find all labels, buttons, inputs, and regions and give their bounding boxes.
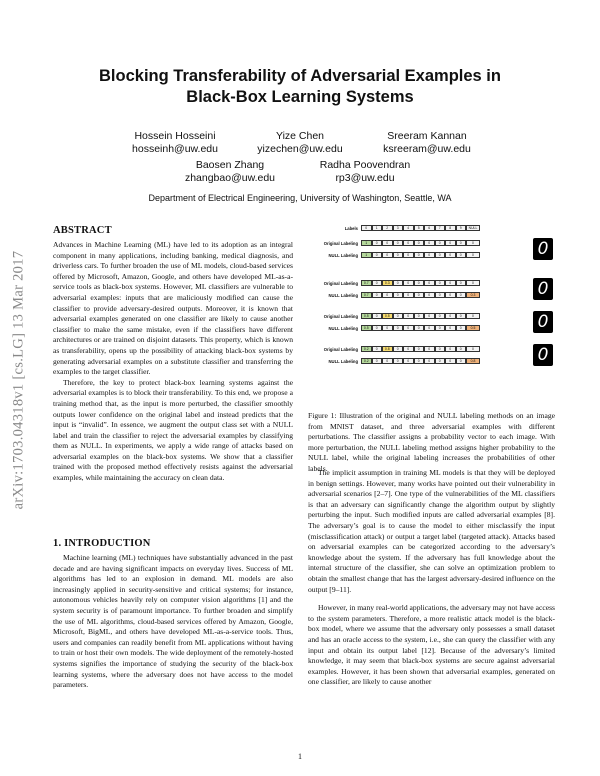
author-name: Radha Poovendran <box>319 159 411 171</box>
orig-cell: 0 <box>414 280 425 286</box>
figure-caption: Figure 1: Illustration of the original and NULL labeling methods on an image from MNIST dataset, and three adversarial examples with different perturbations. The classifier assigns a probability vector to each image. With more perturbation, the NULL labeling method assigns higher probability to the NULL label, while the original labeling increases the probabilities of other labels. <box>308 411 555 473</box>
body-paragraph: However, in many real-world applications, the adversary may not have access to the system parameters. Therefore, a more realistic attack model is the black-box model, where we assume that the adversary only possesses a small dataset and has an oracle access to the system, i.e., she can query the classifier with any input and obtain its output label [12]. Because of the adversary’s limited knowledge, it may seem that black-box systems are secure against adversarial examples. However, it has been shown that adversarial examples, generated on one classifier, are likely to cause another <box>308 603 555 687</box>
null-cell: 0.2 <box>361 358 372 364</box>
introduction-body <box>53 553 293 691</box>
orig-cell: 0 <box>445 240 456 246</box>
null-cell: 0.5 <box>361 325 372 331</box>
null-cell: 0 <box>445 292 456 298</box>
label-cell: 8 <box>445 225 456 231</box>
paper-title <box>60 66 540 108</box>
page-number: 1 <box>298 752 302 761</box>
author-name: Baosen Zhang <box>195 159 265 171</box>
null-cell: 0 <box>424 252 435 258</box>
body-paragraph: The implicit assumption in training ML models is that they will be deployed in benign settings. However, many works have pointed out their vulnerability in adversarial scenarios [2–7]. One type of the vulnerabilities of the ML classifiers is that an adversary can significantly change the algorithm output by slightly perturbing the input. Such modified inputs are called adversarial examples [8]. The adversary’s goal is to cause the model to either misclassify the input (misclassification attack) or output a target label (targeted attack). Attacks based on adversarial examples can be categorized according to the adversary’s knowledge about the system. If the adversary has full knowledge about the internal structure of the classifier, she can solve an optimization problem to obtain the smallest change that has the largest adversary-desired influence on the output [9–11]. <box>308 468 555 594</box>
orig-cell: 0 <box>403 313 414 319</box>
abstract-body <box>53 240 293 484</box>
introduction-heading: 1. INTRODUCTION <box>53 538 151 549</box>
label-cell: 5 <box>414 225 425 231</box>
null-cell: 0 <box>372 325 383 331</box>
orig-cell: 0 <box>456 280 467 286</box>
orig-cell: 0 <box>414 313 425 319</box>
null-cell: 0 <box>382 358 393 364</box>
title-line-2: Black-Box Learning Systems <box>186 88 414 106</box>
label-cell: NULL <box>466 225 480 231</box>
orig-cell: 0 <box>403 280 414 286</box>
mnist-digit-image <box>533 278 553 300</box>
abstract-paragraph: Therefore, the key to protect black-box learning systems against the adversarial examples is to block their transferability. To this end, we propose a training method that, as the input is more perturbed, the classifier smoothly outputs lower confidence on the original label and instead predicts that the input is “invalid”. In essence, we augment the output class set with a NULL label and train the classifier to reject the adversarial examples by classifying them as NULL. In experiments, we apply a wide range of attacks based on adversarial examples on the black-box systems. We show that a classifier trained with the proposed method effectively resists against the adversarial examples, while maintaining the accuracy on clean data. <box>53 377 293 483</box>
author-block <box>352 130 502 155</box>
null-cell: 0 <box>372 252 383 258</box>
null-cell: 0 <box>403 325 414 331</box>
null-cell: 0.8 <box>466 358 480 364</box>
null-cell: 0 <box>424 292 435 298</box>
orig-cell: 0 <box>414 240 425 246</box>
orig-cell: 0.5 <box>361 313 372 319</box>
orig-cell: 0 <box>435 313 446 319</box>
null-cell: 0 <box>403 252 414 258</box>
original-labeling-row <box>361 240 480 246</box>
null-cell: 0 <box>456 292 467 298</box>
null-cell: 0 <box>382 325 393 331</box>
orig-cell: 0 <box>403 240 414 246</box>
author-email: yizechen@uw.edu <box>257 142 343 155</box>
orig-cell: 0.5 <box>382 313 393 319</box>
orig-cell: 0 <box>414 346 425 352</box>
label-row <box>361 225 480 231</box>
orig-cell: 0.8 <box>382 346 393 352</box>
null-cell: 0 <box>382 252 393 258</box>
label-cell: 3 <box>393 225 404 231</box>
labels-header: Labels <box>344 226 358 231</box>
orig-cell: 0 <box>393 280 404 286</box>
orig-cell: 0 <box>456 313 467 319</box>
author-block <box>155 159 305 184</box>
figure-1 <box>308 222 558 402</box>
original-labeling-label: Original Labeling <box>323 281 358 286</box>
orig-cell: 0 <box>393 240 404 246</box>
title-line-1: Blocking Transferability of Adversarial Examples in <box>99 67 501 85</box>
original-labeling-label: Original Labeling <box>323 314 358 319</box>
author-email: ksreeram@uw.edu <box>383 142 471 155</box>
orig-cell: 0 <box>435 346 446 352</box>
null-cell: 0 <box>445 252 456 258</box>
orig-cell: 0 <box>424 313 435 319</box>
null-cell: 0 <box>435 252 446 258</box>
null-labeling-row <box>361 325 480 331</box>
null-cell: 0 <box>456 325 467 331</box>
null-cell: 0 <box>435 325 446 331</box>
orig-cell: 0 <box>435 240 446 246</box>
orig-cell: 0.7 <box>361 280 372 286</box>
null-cell: 0 <box>445 358 456 364</box>
null-cell: 0 <box>424 325 435 331</box>
original-labeling-label: Original Labeling <box>323 347 358 352</box>
orig-cell: 0 <box>445 346 456 352</box>
author-name: Sreeram Kannan <box>387 130 467 142</box>
author-block <box>290 159 440 184</box>
orig-cell: 0 <box>382 240 393 246</box>
original-labeling-row <box>361 313 480 319</box>
null-cell: 0 <box>456 358 467 364</box>
null-cell: 0 <box>393 358 404 364</box>
null-labeling-label: NULL Labeling <box>328 359 358 364</box>
orig-cell: 0 <box>372 280 383 286</box>
label-cell: 9 <box>456 225 467 231</box>
label-cell: 6 <box>424 225 435 231</box>
intro-paragraph: Machine learning (ML) techniques have substantially advanced in the past decade and are having significant impacts on everyday lives. Success of ML algorithms has led to an explosion in demand. ML models are also increasingly applied in security-sensitive and critical systems; for instance, autonomous vehicles heavily rely on computer vision algorithms [1] and the system security is of paramount importance. To further broaden and simplify the use of ML algorithms, cloud-based services offered by Amazon, Google, Microsoft, BigML, and others have developed ML-as-a-service tools. Thus, users and companies can readily benefit from ML applications without having to train or host their own models. The wide deployment of the remotely-hosted systems signifies the importance of studying the security of the black-box learning systems, where the adversary does not have access to the model parameters. <box>53 553 293 690</box>
null-labeling-row <box>361 358 480 364</box>
orig-cell: 0 <box>435 280 446 286</box>
right-column-body <box>308 468 555 688</box>
original-labeling-label: Original Labeling <box>323 241 358 246</box>
null-cell: 0 <box>435 358 446 364</box>
null-cell: 0.3 <box>466 292 480 298</box>
null-cell: 0 <box>414 292 425 298</box>
label-cell: 1 <box>372 225 383 231</box>
orig-cell: 0 <box>372 313 383 319</box>
null-labeling-label: NULL Labeling <box>328 253 358 258</box>
null-cell: 0 <box>466 252 480 258</box>
orig-cell: 0 <box>424 280 435 286</box>
null-cell: 0 <box>393 252 404 258</box>
orig-cell: 0 <box>424 346 435 352</box>
author-name: Hossein Hosseini <box>134 130 216 142</box>
mnist-digit-image <box>533 311 553 333</box>
orig-cell: 0 <box>445 280 456 286</box>
null-cell: 0 <box>372 358 383 364</box>
label-cell: 0 <box>361 225 372 231</box>
null-cell: 0 <box>403 292 414 298</box>
label-cell: 2 <box>382 225 393 231</box>
null-cell: 0 <box>403 358 414 364</box>
orig-cell: 0.3 <box>382 280 393 286</box>
abstract-heading: ABSTRACT <box>53 225 112 236</box>
null-labeling-row <box>361 292 480 298</box>
mnist-digit-image <box>533 238 553 260</box>
null-cell: 0 <box>424 358 435 364</box>
arxiv-stamp: arXiv:1703.04318v1 [cs.LG] 13 Mar 2017 <box>10 250 27 510</box>
orig-cell: 0 <box>393 346 404 352</box>
author-email: zhangbao@uw.edu <box>184 171 276 184</box>
null-cell: 0 <box>435 292 446 298</box>
affiliation: Department of Electrical Engineering, University of Washington, Seattle, WA <box>148 193 452 203</box>
original-labeling-row <box>361 280 480 286</box>
author-email: hosseinh@uw.edu <box>132 142 218 155</box>
null-cell: 0 <box>414 252 425 258</box>
orig-cell: 0 <box>456 346 467 352</box>
null-cell: 0 <box>393 325 404 331</box>
null-cell: 0 <box>414 325 425 331</box>
orig-cell: 0 <box>466 240 480 246</box>
null-cell: 0.5 <box>466 325 480 331</box>
null-cell: 0.7 <box>361 292 372 298</box>
null-cell: 1 <box>361 252 372 258</box>
orig-cell: 0 <box>456 240 467 246</box>
null-cell: 0 <box>445 325 456 331</box>
orig-cell: 0.2 <box>361 346 372 352</box>
digit-glyph: 0 <box>537 345 549 365</box>
label-cell: 7 <box>435 225 446 231</box>
orig-cell: 0 <box>466 346 480 352</box>
orig-cell: 0 <box>445 313 456 319</box>
original-labeling-row <box>361 346 480 352</box>
abstract-paragraph: Advances in Machine Learning (ML) have led to its adoption as an integral component in many applications, including banking, medical diagnosis, and driverless cars. To further broaden the use of ML models, cloud-based services offered by Microsoft, Amazon, Google, and others have developed ML-as-a-service tools as black-box systems. However, ML classifiers are vulnerable to adversarial examples: inputs that are maliciously modified can cause the classifier to provide adversary-desired outputs. Moreover, it is known that adversarial examples generated on one classifier are likely to cause another classifier to make the same mistake, even if the classifiers have different architectures or are trained on disjoint datasets. This property, which is known as transferability, opens up the possibility of attacking black-box systems by generating adversarial examples on a substitute classifier and transferring the examples to the target classifier. <box>53 240 293 377</box>
null-labeling-label: NULL Labeling <box>328 293 358 298</box>
label-cell: 4 <box>403 225 414 231</box>
orig-cell: 0 <box>466 280 480 286</box>
null-labeling-label: NULL Labeling <box>328 326 358 331</box>
orig-cell: 0 <box>372 346 383 352</box>
orig-cell: 0 <box>393 313 404 319</box>
orig-cell: 1 <box>361 240 372 246</box>
author-name: Yize Chen <box>275 130 325 142</box>
null-labeling-row <box>361 252 480 258</box>
orig-cell: 0 <box>424 240 435 246</box>
null-cell: 0 <box>456 252 467 258</box>
orig-cell: 0 <box>372 240 383 246</box>
null-cell: 0 <box>382 292 393 298</box>
null-cell: 0 <box>414 358 425 364</box>
orig-cell: 0 <box>403 346 414 352</box>
null-cell: 0 <box>393 292 404 298</box>
digit-glyph: 0 <box>537 239 549 259</box>
mnist-digit-image <box>533 344 553 366</box>
digit-glyph: 0 <box>537 279 549 299</box>
orig-cell: 0 <box>466 313 480 319</box>
author-email: rp3@uw.edu <box>335 171 395 184</box>
digit-glyph: 0 <box>537 312 549 332</box>
null-cell: 0 <box>372 292 383 298</box>
